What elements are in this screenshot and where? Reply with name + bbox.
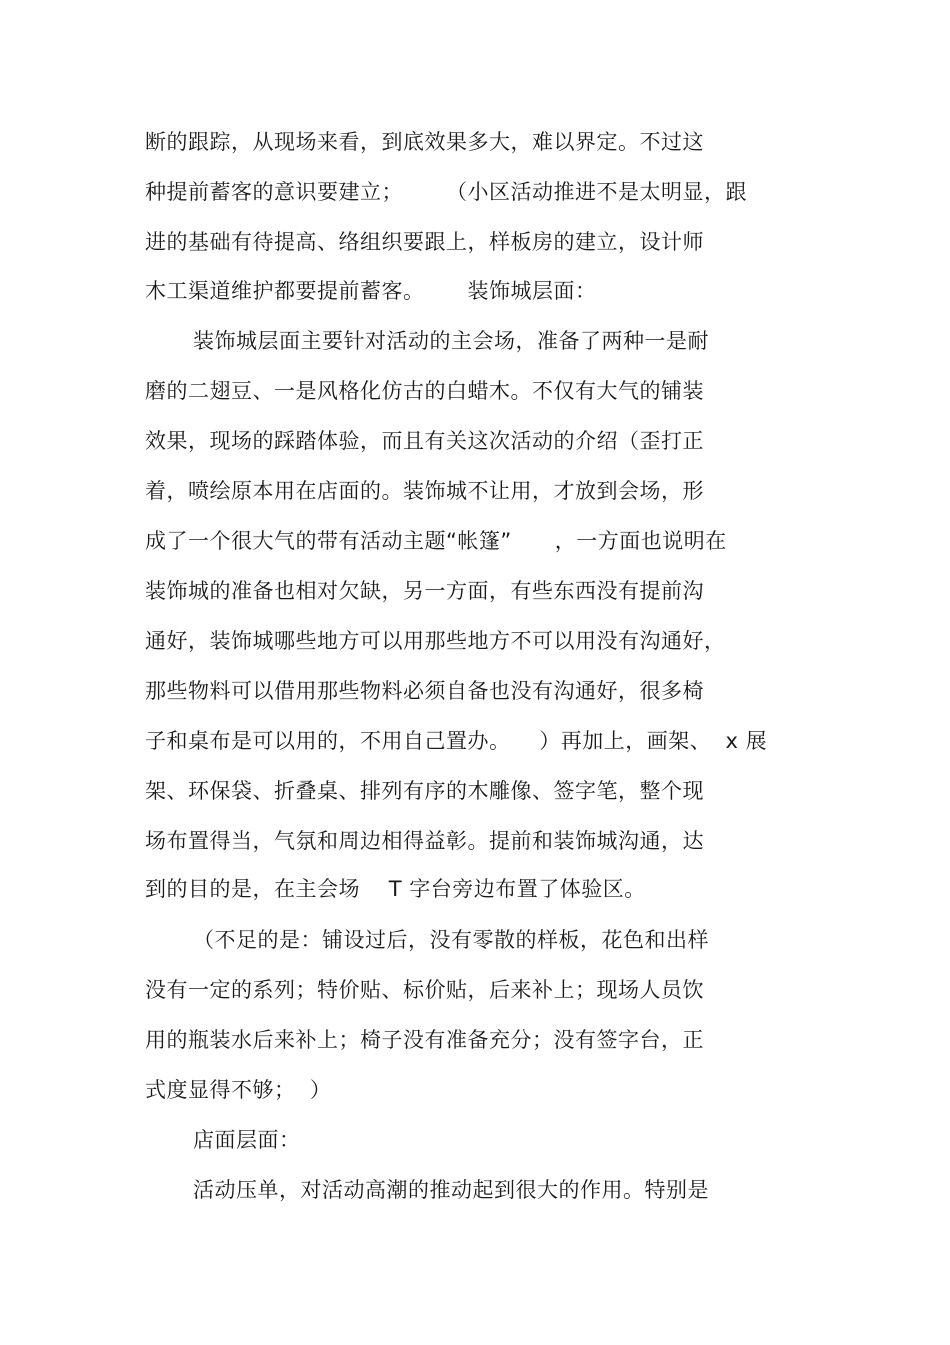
text-line: 种提前蓄客的意识要建立； （小区活动推进不是太明显，跟 [145, 180, 748, 204]
text-line: 通好，装饰城哪些地方可以用那些地方不可以用没有沟通好， [145, 629, 726, 653]
text-line: 架、环保袋、折叠桌、排列有序的木雕像、签字笔，整个现 [145, 779, 704, 803]
text-line: 用的瓶装水后来补上；椅子没有准备充分；没有签字台，正 [145, 1028, 704, 1052]
text-line: 断的跟踪，从现场来看，到底效果多大，难以界定。不过这 [145, 130, 704, 154]
text-line: 活动压单，对活动高潮的推动起到很大的作用。特别是 [193, 1178, 709, 1202]
text-line: 着，喷绘原本用在店面的。装饰城不让用，才放到会场，形 [145, 479, 704, 503]
text-line: 装饰城的准备也相对欠缺，另一方面，有些东西没有提前沟 [145, 579, 704, 603]
text-line: 进的基础有待提高、络组织要跟上，样板房的建立，设计师 [145, 230, 704, 254]
text-line: 场布置得当，气氛和周边相得益彰。提前和装饰城沟通，达 [145, 829, 704, 853]
text-line: 效果，现场的踩踏体验，而且有关这次活动的介绍（歪打正 [145, 429, 704, 453]
text-line: 木工渠道维护都要提前蓄客。 装饰城层面： [145, 279, 597, 303]
text-line: 到的目的是，在主会场 T 字台旁边布置了体验区。 [145, 877, 646, 901]
text-line: 没有一定的系列；特价贴、标价贴，后来补上；现场人员饮 [145, 978, 704, 1002]
text-line: 那些物料可以借用那些物料必须自备也没有沟通好，很多椅 [145, 679, 704, 703]
text-line: （不足的是：铺设过后，没有零散的样板，花色和出样 [193, 928, 709, 952]
text-line: 式度显得不够； ） [145, 1078, 332, 1102]
text-line: 子和桌布是可以用的，不用自己置办。 ）再加上，画架、 x 展 [145, 729, 768, 753]
text-line: 成了一个很大气的带有活动主题“帐篷” ，一方面也说明在 [145, 529, 727, 553]
text-line: 磨的二翅豆、一是风格化仿古的白蜡木。不仅有大气的铺装 [145, 379, 704, 403]
text-line: 装饰城层面主要针对活动的主会场，准备了两种一是耐 [193, 329, 709, 353]
section-heading: 店面层面： [193, 1128, 301, 1152]
